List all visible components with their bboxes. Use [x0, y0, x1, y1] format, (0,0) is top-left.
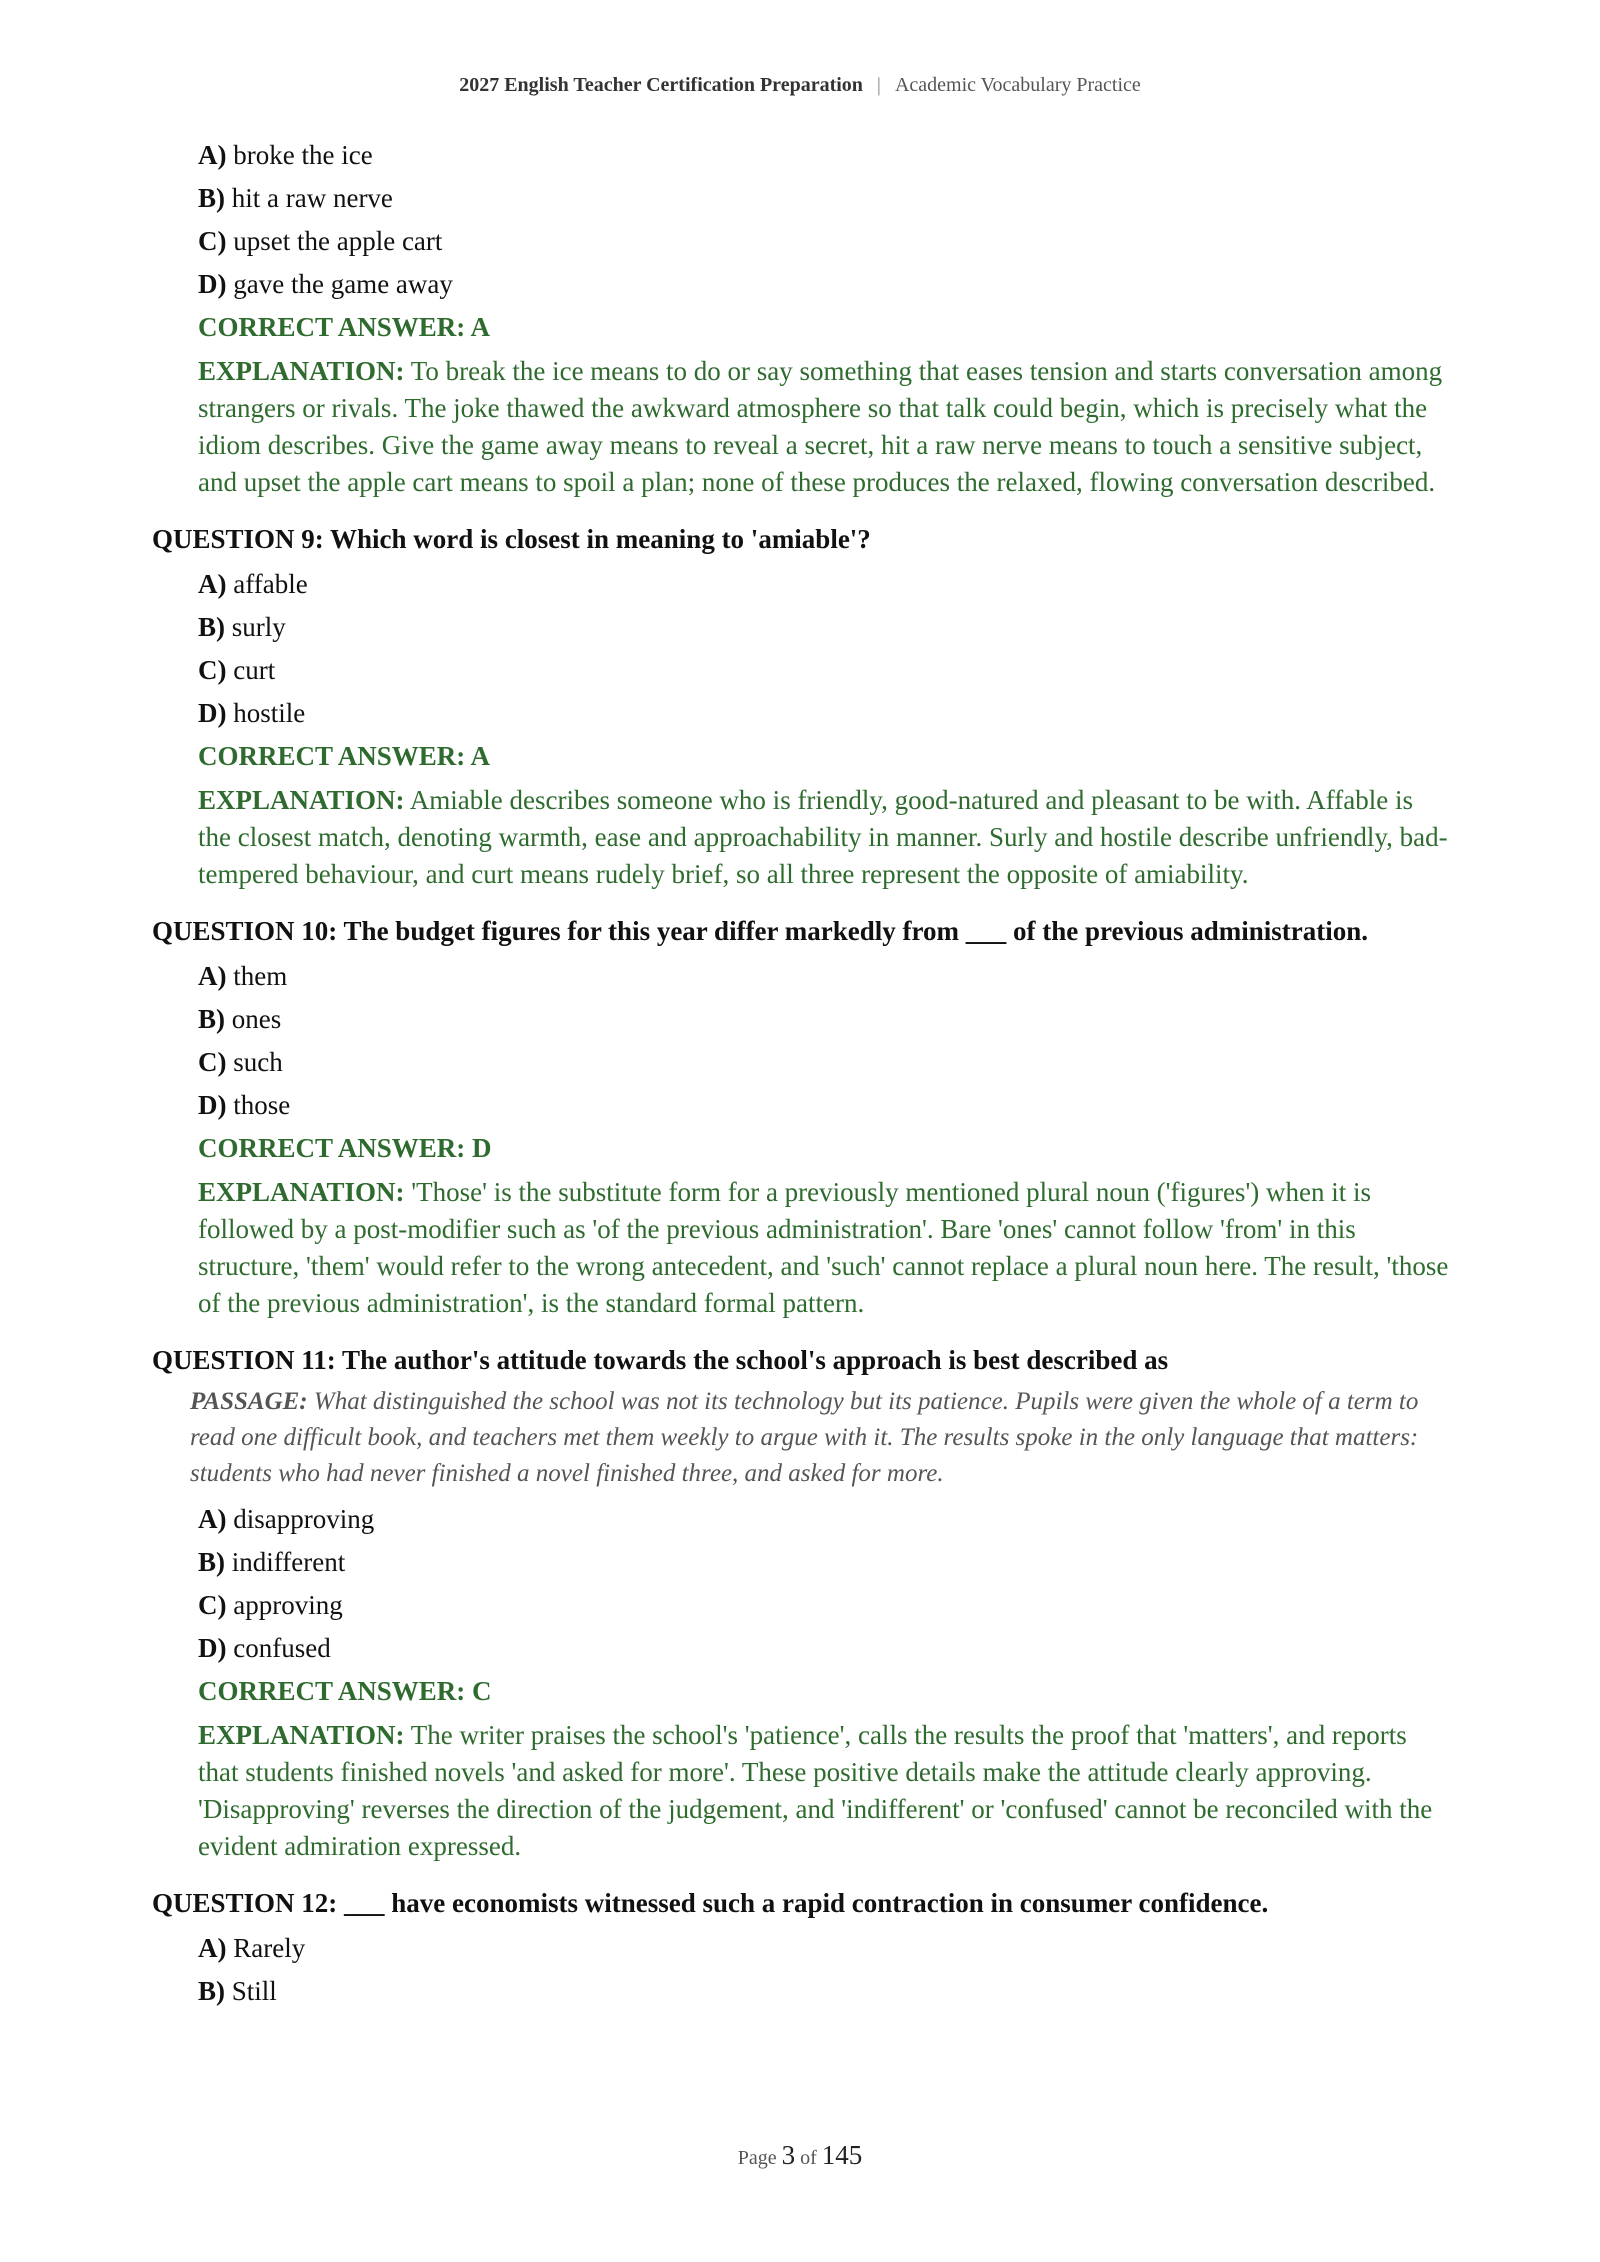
option-c — [198, 1041, 1452, 1084]
correct-answer: CORRECT ANSWER: A — [198, 312, 491, 342]
reading-passage — [190, 1384, 1452, 1492]
option-text: those — [233, 1090, 291, 1120]
explanation-label: EXPLANATION: — [198, 785, 405, 815]
option-d — [198, 1084, 1452, 1127]
explanation-label: EXPLANATION: — [198, 1177, 405, 1207]
option-text: ones — [231, 1004, 282, 1034]
option-text: approving — [233, 1590, 343, 1620]
question-block-8 — [152, 134, 1452, 501]
option-text: Still — [231, 1976, 277, 2006]
page-content — [152, 134, 1452, 2013]
option-b — [198, 1541, 1452, 1584]
correct-answer: CORRECT ANSWER: D — [198, 1133, 492, 1163]
option-b — [198, 1970, 1452, 2013]
page-total: 145 — [821, 2140, 863, 2170]
option-letter: C) — [198, 1047, 227, 1077]
passage-label: PASSAGE: — [190, 1388, 308, 1415]
question-block-9 — [152, 519, 1452, 893]
option-a — [198, 1927, 1452, 1970]
option-text: confused — [233, 1633, 331, 1663]
option-letter: D) — [198, 1090, 227, 1120]
correct-answer: CORRECT ANSWER: C — [198, 1676, 492, 1706]
question-heading: QUESTION 11: The author's attitude towards the school's approach is best described as — [152, 1345, 1169, 1375]
option-d — [198, 692, 1452, 735]
option-letter: B) — [198, 1004, 225, 1034]
option-letter: B) — [198, 1547, 225, 1577]
question-heading: QUESTION 9: Which word is closest in meaning to 'amiable'? — [152, 524, 871, 554]
option-d — [198, 263, 1452, 306]
option-text: gave the game away — [233, 269, 453, 299]
option-letter: C) — [198, 226, 227, 256]
explanation — [198, 1717, 1452, 1865]
page-number: 3 — [781, 2140, 796, 2170]
explanation-text: Amiable describes someone who is friendly, good-natured and pleasant to be with. Affable is the closest match, denoting warmth, ease and approachability in manner. Surly and hostile describe unfriendly, bad-tempered behaviour, and curt means rudely brief, so all three represent the opposite of amiability. — [198, 785, 1448, 889]
option-letter: C) — [198, 1590, 227, 1620]
option-text: such — [233, 1047, 283, 1077]
option-text: broke the ice — [233, 140, 373, 170]
option-b — [198, 177, 1452, 220]
option-letter: C) — [198, 655, 227, 685]
option-b — [198, 998, 1452, 1041]
option-a — [198, 1498, 1452, 1541]
explanation-text: The writer praises the school's 'patience', calls the results the proof that 'matters', and reports that students finished novels 'and asked for more'. These positive details make the attitude clearly approving. 'Disapproving' reverses the direction of the judgement, and 'indifferent' or 'confused' cannot be reconciled with the evident admiration expressed. — [198, 1720, 1433, 1861]
option-letter: B) — [198, 612, 225, 642]
option-letter: D) — [198, 269, 227, 299]
option-letter: B) — [198, 1976, 225, 2006]
question-block-12 — [152, 1883, 1452, 2013]
option-a — [198, 955, 1452, 998]
option-letter: A) — [198, 961, 227, 991]
header-separator: | — [876, 74, 881, 96]
explanation — [198, 782, 1452, 893]
option-letter: A) — [198, 1933, 227, 1963]
option-text: upset the apple cart — [233, 226, 443, 256]
correct-answer: CORRECT ANSWER: A — [198, 741, 491, 771]
option-c — [198, 1584, 1452, 1627]
option-text: affable — [233, 569, 308, 599]
question-heading: QUESTION 12: ___ have economists witnessed such a rapid contraction in consumer confidence. — [152, 1888, 1269, 1918]
option-letter: B) — [198, 183, 225, 213]
page-label: Page — [737, 2147, 777, 2169]
explanation — [198, 1174, 1452, 1322]
option-d — [198, 1627, 1452, 1670]
option-text: surly — [231, 612, 286, 642]
page-header — [0, 74, 1600, 97]
option-c — [198, 220, 1452, 263]
option-text: disapproving — [233, 1504, 375, 1534]
option-text: indifferent — [231, 1547, 346, 1577]
explanation — [198, 353, 1452, 501]
question-block-11 — [152, 1340, 1452, 1865]
option-a — [198, 563, 1452, 606]
option-text: curt — [233, 655, 276, 685]
document-title: 2027 English Teacher Certification Preparation — [459, 74, 863, 96]
option-letter: A) — [198, 1504, 227, 1534]
option-letter: D) — [198, 698, 227, 728]
document-subtitle: Academic Vocabulary Practice — [894, 74, 1141, 96]
option-letter: A) — [198, 569, 227, 599]
option-text: hostile — [233, 698, 306, 728]
passage-text: What distinguished the school was not its technology but its patience. Pupils were given the whole of a term to read one difficult book, and teachers met them weekly to argue with it. The results spoke in the only language that matters: students who had never finished a novel finished three, and asked for more. — [190, 1388, 1419, 1487]
question-heading: QUESTION 10: The budget figures for this year differ markedly from ___ of the previous administration. — [152, 916, 1369, 946]
explanation-label: EXPLANATION: — [198, 356, 405, 386]
option-text: them — [233, 961, 288, 991]
explanation-text: To break the ice means to do or say something that eases tension and starts conversation among strangers or rivals. The joke thawed the awkward atmosphere so that talk could begin, which is precisely what the idiom describes. Give the game away means to reveal a secret, hit a raw nerve means to touch a sensitive subject, and upset the apple cart means to spoil a plan; none of these produces the relaxed, flowing conversation described. — [198, 356, 1443, 497]
explanation-label: EXPLANATION: — [198, 1720, 405, 1750]
option-letter: A) — [198, 140, 227, 170]
option-letter: D) — [198, 1633, 227, 1663]
option-text: Rarely — [233, 1933, 306, 1963]
page-footer — [0, 2140, 1600, 2171]
option-text: hit a raw nerve — [231, 183, 393, 213]
option-a — [198, 134, 1452, 177]
question-block-10 — [152, 911, 1452, 1322]
option-b — [198, 606, 1452, 649]
option-c — [198, 649, 1452, 692]
page-of-label: of — [800, 2147, 817, 2169]
explanation-text: 'Those' is the substitute form for a previously mentioned plural noun ('figures') when it is followed by a post-modifier such as 'of the previous administration'. Bare 'ones' cannot follow 'from' in this structure, 'them' would refer to the wrong antecedent, and 'such' cannot replace a plural noun here. The result, 'those of the previous administration', is the standard formal pattern. — [198, 1177, 1449, 1318]
